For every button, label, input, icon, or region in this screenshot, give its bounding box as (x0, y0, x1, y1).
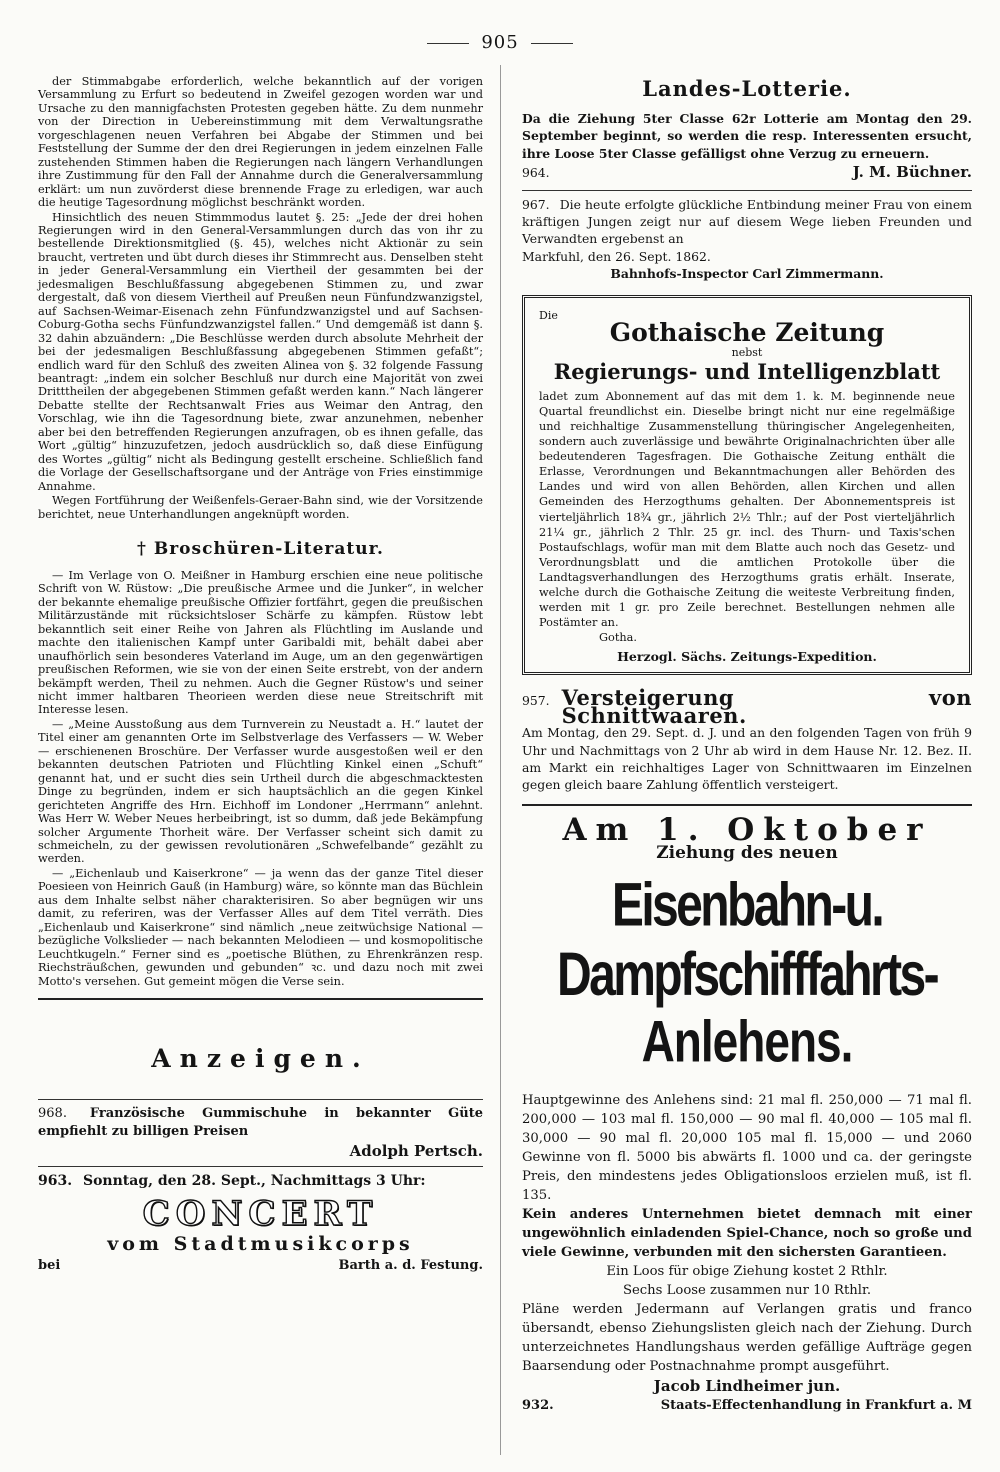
intro-paragraph: der Stimmabgabe erforderlich, welche bekanntlich auf der vorigen Versammlung zu Erfurt so bedeutend in Zweifel gezogen worden war und Ursache zu den mannigfachsten Protesten gegeben hätte. Zu dem nunmehr von der Direction in Uebereinstimmung mit dem Verwaltungsrathe vorgeschlagenen neuen Verfahren bei Abgabe der Stimmen und bei Feststellung der Summe der den drei Regierungen in jedem einzelnen Falle zustehenden Stimmen haben die Regierungen nach längern Verhandlungen ihre Zustimmung für den Fall der Annahme durch die Generalversammlung erklärt: um nun zuvörderst diese brennende Frage zu erledigen, war auch die heutige Tagesordnung möglichst beschränkt worden. (38, 75, 483, 210)
anzeigen-heading: Anzeigen. (151, 1044, 370, 1073)
gazette-title: Gothaische Zeitung (609, 317, 885, 347)
ad-text: Die heute erfolgte glückliche Entbindung meiner Frau von einem kräftigen Jungen zeigt nur auf diesem Wege lieben Freunden und Verwandten ergebenst an (522, 196, 972, 247)
loan-price-six: Sechs Loose zusammen nur 10 Rthlr. (622, 1282, 872, 1298)
loan-offer: Kein anderes Unternehmen bietet demnach mit einer ungewöhnlich einladenden Spiel-Chance, noch so große und viele Gewinne, verbunden mit den sichersten Garantieen. (522, 1206, 972, 1260)
ad-964 (522, 110, 972, 182)
concert-place: Barth a. d. Festung. (338, 1258, 483, 1274)
ad-place-date: Markfuhl, den 26. Sept. 1862. (522, 248, 711, 264)
loan-date: Am 1. Oktober (562, 811, 932, 848)
gazette-die: Die (539, 308, 558, 322)
gazette-place: Gotha. (599, 631, 637, 645)
ad-number: 932. (522, 1398, 554, 1414)
ad-signature: Adolph Pertsch. (349, 1142, 483, 1161)
loan-title-2: Anlehens. (641, 1007, 853, 1074)
left-column (38, 75, 483, 1281)
ad-text: Französische Gummischuhe in bekannter Güte empfiehlt zu billigen Preisen (38, 1106, 483, 1140)
loan-plans: Pläne werden Jedermann auf Verlangen gratis und franco übersandt, ebenso Ziehungslisten gleich nach der Ziehung. Durch unterzeichnetes Handlungshaus werden gefällige Aufträge gegen Baarsendung oder Postnachnahme prompt ausgeführt. (522, 1301, 972, 1374)
ad-968 (38, 1105, 483, 1160)
auction-text: Am Montag, den 29. Sept. d. J. und an den folgenden Tagen von früh 9 Uhr und Nachmittags von 2 Uhr ab wird in dem Hause Nr. 12. Bez. II. am Markt ein reichhaltiges Lager von Schnittwaaren im Einzelnen gegen gleich baare Zahlung öffentlich versteigert. (522, 725, 972, 793)
ad-963 (38, 1172, 483, 1275)
loan-ziehung: Ziehung des neuen (656, 843, 838, 864)
brochure-paragraph: — „Meine Ausstoßung aus dem Turnverein zu Neustadt a. H.“ lautet der Titel einer am genannten Orte im Selbstverlage des Verfassers — W. Weber — erschienenen Broschüre. Der Verfasser wurde ausgestoßen weil er den bekannten deutschen Patrioten und Flüchtling Kinkel einen „Schuft“ genannt hat, und er sucht dies sein Urtheil durch die abgeschmacktesten Dinge zu begründen, indem er sich hauptsächlich an die gegen Kinkel gerichteten Angriffe des Hrn. Eichhoff im Londoner „Herrmann“ anlehnt. Was Herr W. Weber Neues herbeibringt, ist so dumm, daß jede Bekämpfung solcher Argumente Thorheit wäre. Der Verfasser scheint sich damit zu schmeicheln, zu der gewissen revolutionären „Schwefelbande“ gezählt zu werden. (38, 717, 483, 866)
column-divider (500, 65, 501, 1455)
ad-932 (522, 811, 972, 1415)
loan-signature: Jacob Lindheimer jun. (653, 1376, 841, 1395)
gazette-signature: Herzogl. Sächs. Zeitungs-Expedition. (617, 649, 877, 665)
ad-signature: J. M. Büchner. (852, 163, 972, 182)
ad-957 (522, 685, 972, 793)
ad-number: 968. (38, 1106, 67, 1122)
ad-rule (522, 190, 972, 191)
brochure-section (38, 569, 483, 988)
section-rule (38, 998, 483, 1000)
loan-footer: Staats-Effectenhandlung in Frankfurt a. M (660, 1398, 972, 1414)
concert-bei: bei (38, 1258, 61, 1274)
concert-title: CONCERT (142, 1194, 379, 1235)
concert-subtitle: vom Stadtmusikcorps (107, 1233, 414, 1256)
loan-prizes: Hauptgewinne des Anlehens sind: 21 mal fl. 250,000 — 71 mal fl. 200,000 — 103 mal fl. 150,000 — 90 mal fl. 40,000 — 105 mal fl. 30,000 — 90 mal fl. 20,000 105 mal fl. 15,000 — und 2060 Gewinne von fl. 5000 bis abwärts fl. 1000 und ca. der geringste Preis, den mindestens jedes Obligationsloos erzielen muß, ist fl. 135. (522, 1092, 972, 1203)
ad-number: 957. (522, 693, 550, 709)
ad-rule (38, 1166, 483, 1167)
intro-paragraph: Hinsichtlich des neuen Stimmmodus lautet §. 25: „Jede der drei hohen Regierungen wird in den General-Versammlungen durch das von ihr zu bestellende Direktionsmitglied (§. 45), welches nicht Aktionär zu sein braucht, vertreten und übt durch dieses ihr Stimmrecht aus. Denselben steht in jeder General-Versammlung ein Viertheil der gesammten bei der jedesmaligen Beschlußfassung abgegebenen Stimmen zu, und zwar dergestalt, daß von diesem Viertheil auf Preußen neun Fünfundzwanzigstel, auf Sachsen-Weimar-Eisenach zehn Fünfundzwanzigstel und auf Sachsen-Coburg-Gotha sechs Fünfundzwanzigstel fallen.“ Und demgemäß ist dann §. 32 dahin abzuändern: „Die Beschlüsse werden durch absolute Mehrheit der bei der jedesmaligen Beschlußfassung abgegebenen Stimmen gefaßt“; endlich ward für den Schluß des zweiten Alinea von §. 32 folgende Fassung beantragt: „indem ein solcher Beschluß nur durch eine Majorität von zwei Dritttheilen der abgegebenen Stimmen gefaßt werden kann.“ Nach längerer Debatte stellte der Rechtsanwalt Fries aus Weimar den Antrag, den Vorschlag, wie ihn die Tagesordnung biete, zwar anzunehmen, nebenher aber bei den betreffenden Regierungen anzufragen, ob es ihnen gefalle, das Wort „gültig“ hinzuzufetzen, jedoch ausdrücklich so, daß diese Einfügung des Wortes „gültig“ nicht als Bedingung gestellt erscheine. Schließlich fand die Vorlage der Gesellschaftsorgane und der Anträge von Fries einstimmige Annahme. (38, 210, 483, 493)
ad-number: 967. (522, 196, 550, 212)
loan-title: Eisenbahn-u. Dampfschifffahrts- (557, 871, 937, 1009)
ad-967 (522, 196, 972, 283)
gazette-subtitle: Regierungs- und Intelligenzblatt (553, 358, 941, 384)
gazette-nebst: nebst (731, 345, 763, 359)
lotterie-text: Da die Ziehung 5ter Classe 62r Lotterie am Montag den 29. September beginnt, so werden die resp. Interessenten ersucht, ihre Loose 5ter Classe gefälligst ohne Verzug zu erneuern. (522, 111, 972, 161)
gazette-text: ladet zum Abonnement auf das mit dem 1. k. M. beginnende neue Quartal freundlichst ein. Dieselbe bringt nicht nur eine regelmäßige und reichhaltige Zusammenstellung thüringischer Angelegenheiten, sondern auch zuverlässige und bewährte Originalnachrichten über alle bedeutenderen Tagesfragen. Die Gothaische Zeitung enthält die Erlasse, Verordnungen und Bekanntmachungen aller Behörden des Landes und wird von allen Behörden, allen Kirchen und allen Gemeinden des Herzogthums gehalten. Der Abonnementspreis ist vierteljährlich 18¾ gr., jährlich 2½ Thlr.; auf der Post vierteljährlich 21¼ gr., jährlich 2 Thlr. 25 gr. incl. des Thurn- und Taxis'schen Postaufschlags, wofür man mit dem Blatte auch noch das Gesetz- und Verordnungsblatt und die amtlichen Protokolle über die Landtagsverhandlungen des Herzogthums gratis erhält. Inserate, welche durch die Gothaische Zeitung die weiteste Verbreitung finden, werden mit 1 gr. pro Zeile berechnet. Bestellungen nehmen alle Postämter an. (539, 389, 955, 630)
brochure-paragraph: — „Eichenlaub und Kaiserkrone“ — ja wenn das der ganze Titel dieser Poesieen von Heinrich Gauß (in Hamburg) wäre, so könnte man das Büchlein aus dem Inhalte selbst näher charakterisiren. So aber begnügen wir uns damit, zu referiren, was der Verfasser Alles auf dem Titel verräth. Dies „Eichenlaub und Kaiserkrone“ sind nämlich „neue zeitwüchsige National — bezügliche Volkslieder — nach bekannten Melodieen — und kosmopolitische Leuchtkugeln.“ Ferner sind es „poetische Blüthen, zu Ehrenkränzen resp. Riechsträußchen, gewunden und gebunden“ ꝛc. und dazu noch mit zwei Motto's versehen. Gut gemeint mögen die Verse sein. (38, 866, 483, 988)
section-rule (522, 804, 972, 806)
ad-signature: Bahnhofs-Inspector Carl Zimmermann. (610, 266, 884, 282)
page-number: 905 (0, 32, 1000, 53)
brochure-paragraph: — Im Verlage von O. Meißner in Hamburg erschien eine neue politische Schrift von W. Rüstow: „Die preußische Armee und die Junker“, in welcher der bekannte ehemalige preußische Offizier fortfährt, gegen die preußischen Militärzustände mit rücksichtsloser Schärfe zu kämpfen. Rüstow lebt bekanntlich seit einer Reihe von Jahren als Flüchtling im Auslande und machte den italienischen Kampf unter Garibaldi mit, behält dabei aber unaufhörlich sein besonderes Vaterland im Auge, um an den gegenwärtigen preußischen Reformen, wie sie von der einen Seite erstrebt, von der andern bekämpft werden, Theil zu nehmen. Auch die Gegner Rüstow's und seiner nicht immer haltbaren Theorieen werden diese neue Streitschrift mit Interesse lesen. (38, 568, 483, 717)
concert-date: Sonntag, den 28. Sept., Nachmittags 3 Uhr: (82, 1173, 426, 1190)
right-column (522, 72, 972, 1415)
gazette-ad-frame (522, 295, 972, 676)
loan-price-single: Ein Loos für obige Ziehung kostet 2 Rthlr. (606, 1263, 888, 1279)
ad-number: 963. (38, 1173, 73, 1190)
lotterie-heading: Landes-Lotterie. (642, 76, 852, 101)
intro-paragraph: Wegen Fortführung der Weißenfels-Geraer-Bahn sind, wie der Vorsitzende berichtet, neue Unterhandlungen angeknüpft worden. (38, 494, 483, 521)
auction-title: Versteigerung von Schnittwaaren. (561, 685, 972, 728)
ad-rule (38, 1099, 483, 1100)
ad-number: 964. (522, 165, 550, 181)
brochure-heading: † Broschüren-Literatur. (137, 538, 384, 559)
